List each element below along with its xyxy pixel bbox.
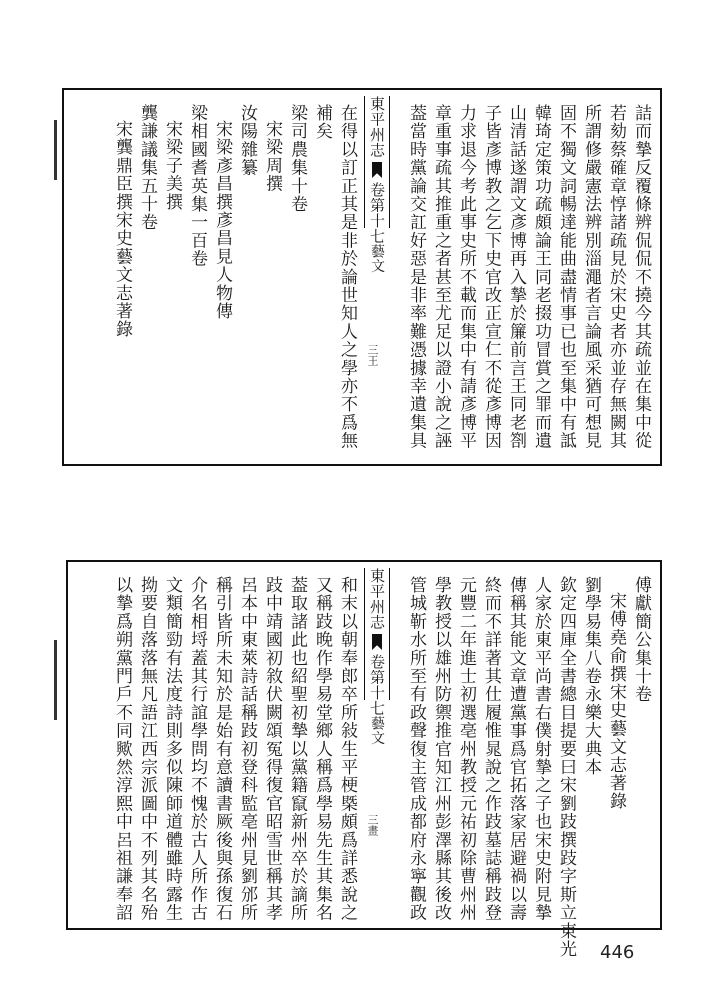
text-column: 子皆彥博教之乞下史官改正宣仁不從彥博因 <box>481 104 501 450</box>
text-column: 和末以朝奉郎卒所敍生平梗槩頗爲詳悉說之 <box>337 576 357 922</box>
gazetteer-tab <box>364 568 390 745</box>
text-column: 欽定四庫全書總目提要曰宋劉跂撰跂字斯立東光 <box>556 576 576 959</box>
text-column: 介名相埒蓋其行誼學問均不愧於古人所作古 <box>187 576 207 922</box>
text-column: 詰而摯反覆條辨侃侃不撓今其疏並在集中從 <box>631 104 651 450</box>
author-line: 宋梁子美撰 <box>162 120 182 211</box>
scan-edge-mark <box>54 640 57 720</box>
volume-label: 卷第十七 <box>368 654 386 716</box>
section-label: 藝文 <box>369 716 385 745</box>
gazetteer-title: 東平州志 <box>368 96 386 158</box>
text-column: 跂中靖國初敘伏闕頌冤得復官昭雪世稱其孝 <box>262 576 282 922</box>
text-column: 管城靳水所至有政聲復主管成都府永寧觀政 <box>406 576 426 922</box>
text-column: 葢取諸此也紹聖初摯以黨籍竄新州卒於謫所 <box>287 576 307 922</box>
text-column: 韓琦定策功疏頗論王同老掇功冒賞之罪而遺 <box>531 104 551 450</box>
text-column: 拗要自落落無凡語江西宗派圖中不列其名殆 <box>137 576 157 922</box>
page-mark: 三王 <box>366 344 379 366</box>
text-column: 所謂修嚴憲法辨別淄澠者言論風采猶可想見 <box>581 104 601 450</box>
text-column: 傳稱其能文章遭黨事爲官拓落家居避禍以壽 <box>506 576 526 922</box>
text-column: 山清話遂謂文彥博再入摯於簾前言王同老劄 <box>506 104 526 450</box>
text-column: 學教授以雄州防禦推官知江州彭澤縣其後改 <box>431 576 451 922</box>
text-column: 章重事疏其推重之者甚至尤足以證小說之誣 <box>431 104 451 450</box>
text-column: 文類簡勁有法度詩則多似陳師道體雖時露生 <box>162 576 182 922</box>
text-column: 補矣 <box>312 104 332 141</box>
book-title: 梁相國耆英集一百卷 <box>187 104 207 268</box>
book-title: 傅獻簡公集十卷 <box>631 576 651 704</box>
author-line: 宋傅堯俞撰宋史藝文志著錄 <box>606 592 626 811</box>
text-column: 元豐二年進士初選亳州教授元祐初除曹州州 <box>456 576 476 922</box>
text-column: 力求退今考此事史所不載而集中有請彥博平 <box>456 104 476 450</box>
text-column: 人家於東平尚書右僕射摯之子也宋史附見摯 <box>531 576 551 922</box>
fishtail-mark <box>372 162 382 178</box>
text-column: 固不獨文詞暢達能曲盡情事已也至集中有詆 <box>556 104 576 450</box>
text-column: 若劾蔡確章惇諸疏見於宋史者亦並存無闕其 <box>606 104 626 450</box>
text-column: 以摯爲朔黨門戶不同歟然淳熙中呂祖謙奉詔 <box>112 576 132 922</box>
fishtail-mark <box>372 634 382 650</box>
scan-edge-mark <box>54 120 57 180</box>
top-page-panel <box>62 88 662 466</box>
book-title: 龔謙議集五十卷 <box>137 104 157 232</box>
text-column: 又稱跂晚作學易堂鄉人稱爲學易先生其集名 <box>312 576 332 922</box>
book-title: 梁司農集十卷 <box>287 104 307 214</box>
book-title: 劉學易集八卷永樂大典本 <box>581 576 601 777</box>
gazetteer-tab <box>364 96 390 273</box>
author-line: 宋龔鼎臣撰宋史藝文志著錄 <box>112 120 132 339</box>
author-line: 宋梁周撰 <box>262 120 282 193</box>
gazetteer-title: 東平州志 <box>368 568 386 630</box>
volume-label: 卷第十七 <box>368 182 386 244</box>
page-mark: 三畫 <box>366 814 379 836</box>
text-column: 呂本中東萊詩話稱跂初登科監亳州見劉邠所 <box>237 576 257 922</box>
book-title: 汝陽雜纂 <box>237 104 257 177</box>
section-label: 藝文 <box>369 244 385 273</box>
page-number: 446 <box>600 942 635 963</box>
text-column: 葢當時黨論交訌好惡是非率難憑據幸遺集具 <box>406 104 426 450</box>
text-column: 在得以訂正其是非於論世知人之學亦不爲無 <box>337 104 357 450</box>
author-line: 宋梁彥昌撰彥昌見人物傳 <box>212 120 232 321</box>
text-column: 稱引皆所未知於是始有意讀書厥後與孫復石 <box>212 576 232 922</box>
text-column: 終而不詳著其仕履惟晁說之作跂墓誌稱跂登 <box>481 576 501 922</box>
